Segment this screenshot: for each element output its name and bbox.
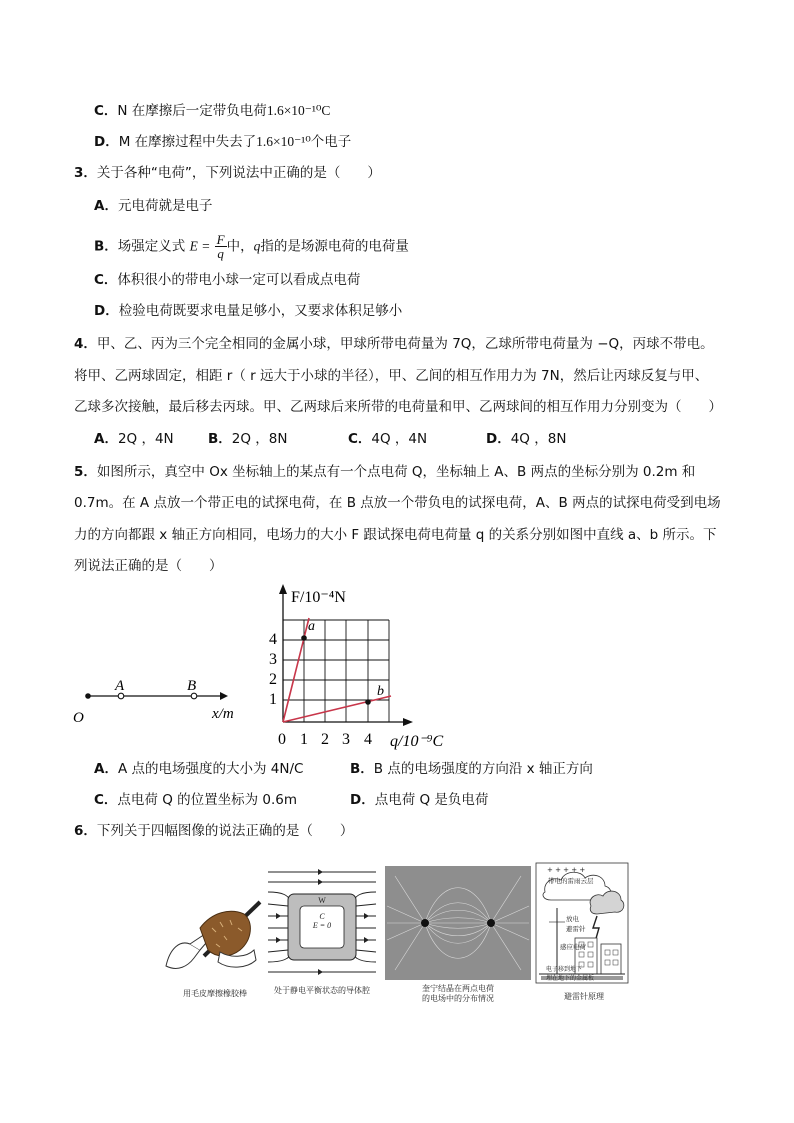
q5-option-a: A．A 点的电场强度的大小为 4N/C xyxy=(94,761,304,777)
q4-stem-line3: 乙球多次接触，最后移去丙球。甲、乙两球后来所带的电荷量和甲、乙两球间的相互作用力分别变为（ ） xyxy=(74,399,722,415)
q4-stem-line2: 将甲、乙两球固定，相距 r（ r 远大于小球的半径），甲、乙间的相互作用力为 7N，然后让丙球反复与甲、 xyxy=(74,368,709,384)
q5-stem-line4: 列说法正确的是（ ） xyxy=(74,558,223,574)
q4-option-b: B． 2Q ，8N xyxy=(208,431,288,447)
y-tick-1: 1 xyxy=(269,691,277,708)
origin-label: O xyxy=(73,710,84,726)
graph-grid xyxy=(283,620,389,722)
point-b xyxy=(191,693,197,699)
y-tick-3: 3 xyxy=(269,651,277,668)
y-tick-4: 4 xyxy=(269,631,277,648)
ox-axis-figure xyxy=(70,670,250,730)
thundercloud-label: 带电的雷雨云层 xyxy=(548,878,594,885)
force-charge-graph xyxy=(265,582,465,752)
q3-option-b: B．场强定义式 E = $\frac{F}{q}$ 中，q指的是场源电荷的电荷量 xyxy=(94,232,409,261)
q2-option-c: C．N 在摩擦后一定带负电荷1.6×10⁻¹⁰C xyxy=(94,103,331,119)
q3-option-a: A．元电荷就是电子 xyxy=(94,198,213,214)
y-tick-2: 2 xyxy=(269,671,277,688)
y-axis-arrow xyxy=(279,584,287,594)
x-tick-4: 4 xyxy=(364,731,372,748)
line-a-label: a xyxy=(308,619,315,634)
conductor-cavity-caption: 处于静电平衡状态的导体腔 xyxy=(274,986,370,995)
q4-option-c: C． 4Q ，4N xyxy=(348,431,428,447)
quinine-caption-line2: 的电场中的分布情况 xyxy=(422,994,494,1003)
cavity-c-label: C xyxy=(319,912,325,921)
q4-stem-line1: 4．甲、乙、丙为三个完全相同的金属小球，甲球所带电荷量为 7Q，乙球所带电荷量为 −Q，丙球不带电。 xyxy=(74,336,714,352)
line-a xyxy=(283,618,309,722)
lightning-rod-label: 避雷针 xyxy=(566,926,586,933)
y-axis-label: F/10⁻⁴N xyxy=(291,589,346,606)
q5-stem-line1: 5．如图所示，真空中 Ox 坐标轴上的某点有一个点电荷 Q，坐标轴上 A、B 两点的坐标分别为 0.2m 和 xyxy=(74,464,696,480)
q2-option-d: D．M 在摩擦过程中失去了1.6×10⁻¹⁰个电子 xyxy=(94,134,352,150)
x-tick-3: 3 xyxy=(342,731,350,748)
quinine-caption-line1: 奎宁结晶在两点电荷 xyxy=(422,984,494,993)
line-b-point xyxy=(365,699,371,705)
line-a-point xyxy=(301,635,307,641)
q5-option-b: B．B 点的电场强度的方向沿 x 轴正方向 xyxy=(350,761,593,777)
electrons-ground-label: 电子移到地下 xyxy=(546,967,583,973)
q5-stem-line3: 力的方向都跟 x 轴正方向相同，电场力的大小 F 跟试探电荷电荷量 q 的关系分别如图中直线 a、b 所示。下 xyxy=(74,527,717,543)
q3-option-d: D．检验电荷既要求电量足够小，又要求体积足够小 xyxy=(94,303,403,319)
fur-rubbing-rod-image xyxy=(160,888,266,982)
x-axis-arrow xyxy=(403,718,413,726)
svg-text:+ + + + +: + + + + + xyxy=(547,866,586,874)
x-tick-1: 1 xyxy=(300,731,308,748)
origin-point xyxy=(85,693,91,699)
lightning-rod-caption: 避雷针原理 xyxy=(564,992,604,1001)
q5-option-c: C．点电荷 Q 的位置坐标为 0.6m xyxy=(94,792,298,808)
conductor-w-label: W xyxy=(318,896,326,905)
x-axis-label: q/10⁻⁹C xyxy=(390,733,444,750)
field-strength-fraction: $\frac{F}{q}$ xyxy=(216,232,225,261)
q3-stem: 3．关于各种“电荷”，下列说法中正确的是（ ） xyxy=(74,165,381,181)
q6-stem: 6．下列关于四幅图像的说法正确的是（ ） xyxy=(74,823,354,839)
x-tick-0: 0 xyxy=(278,731,286,748)
x-axis-label: x/m xyxy=(212,706,234,722)
q4-option-a: A． 2Q ，4N xyxy=(94,431,174,447)
q3-option-c: C．体积很小的带电小球一定可以看成点电荷 xyxy=(94,272,361,288)
q5-stem-line2: 0.7m。在 A 点放一个带正电的试探电荷，在 B 点放一个带负电的试探电荷，A、B 两点的试探电荷受到电场 xyxy=(74,495,721,511)
x-axis-arrow xyxy=(220,692,228,700)
q5-option-d: D．点电荷 Q 是负电荷 xyxy=(350,792,489,808)
discharge-label: 放电 xyxy=(566,916,579,923)
cavity-field-label: E = 0 xyxy=(312,921,332,930)
induced-charge-label: 感应电荷 xyxy=(560,944,586,951)
buried-plate-label: 埋在地下的金属板 xyxy=(546,976,595,982)
point-b-label: B xyxy=(187,678,197,694)
q4-option-d: D． 4Q ，8N xyxy=(486,431,567,447)
fur-rubbing-caption: 用毛皮摩擦橡胶棒 xyxy=(183,989,247,998)
point-a-label: A xyxy=(115,678,125,694)
point-a xyxy=(118,693,124,699)
quinine-field-photo xyxy=(385,866,531,980)
x-tick-2: 2 xyxy=(321,731,329,748)
line-b-label: b xyxy=(377,684,384,699)
